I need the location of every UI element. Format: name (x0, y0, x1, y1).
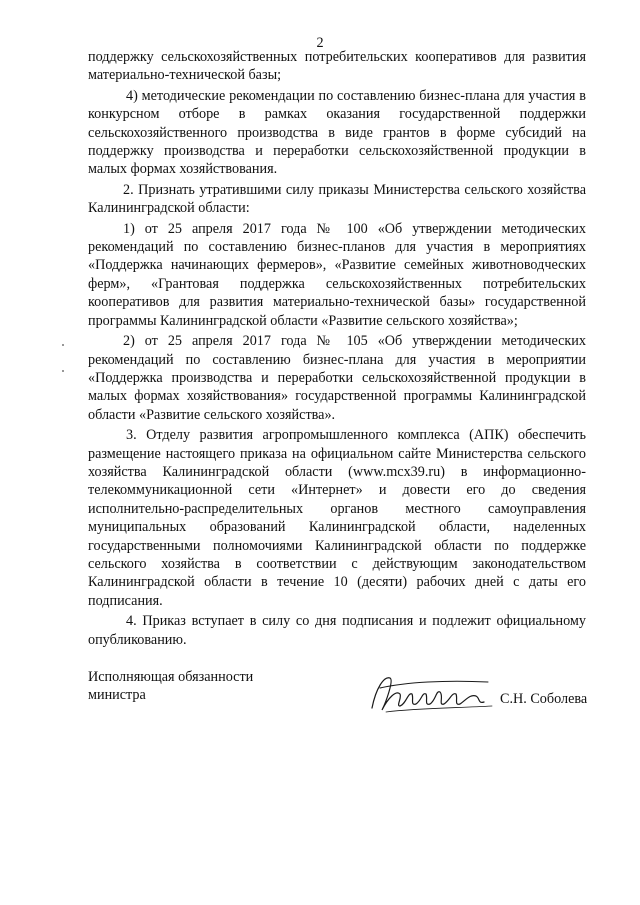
handwritten-signature (366, 668, 494, 720)
paragraph-point-4: 4. Приказ вступает в силу со дня подписания и подлежит официальному опубликованию. (88, 613, 586, 648)
paragraph-subitem-1: 1) от 25 апреля 2017 года № 100 «Об утверждении методических рекомендаций по составлению бизнес-планов для участия в мероприятиях «Поддержка начинающих фермеров», «Развитие семейных животноводческих ферм», «Грантовая поддержка сельскохозяйственных потребительских кооперативов для развития материально-технической базы» государственной программы Калининградской области «Развитие сельского хозяйства»; (88, 220, 586, 329)
signatory-name: С.Н. Соболева (500, 691, 588, 707)
paragraph-continuation: поддержку сельскохозяйственных потребительских кооперативов для развития материально-технической базы; (88, 49, 586, 84)
paragraph-item-4: 4) методические рекомендации по составлению бизнес-плана для участия в конкурсном отборе в рамках оказания государственной поддержки сельскохозяйственного производства в виде грантов в форме субсидий на поддержку производства и переработки сельскохозяйственной продукции в малых формах хозяйствования. (88, 87, 586, 178)
paragraph-point-3: 3. Отделу развития агропромышленного комплекса (АПК) обеспечить размещение настоящего приказа на официальном сайте Министерства сельского хозяйства Калининградской области (www.mcx39.ru) в информационно-телекоммуникационной сети «Интернет» и довести его до сведения исполнительно-распределительных органов местного самоуправления муниципальных образований Калининградской области, наделенных государственными полномочиями Калининградской области по поддержке сельского хозяйства в соответствии с действующим законодательством Калининградской области в течение 10 (десяти) рабочих дней с даты его подписания. (88, 427, 586, 609)
signatory-title-line1: Исполняющая обязанности (88, 669, 254, 685)
page-number: 2 (316, 35, 324, 51)
document-body (88, 48, 586, 651)
scan-speck (62, 344, 64, 346)
paragraph-subitem-2: 2) от 25 апреля 2017 года № 105 «Об утверждении методических рекомендаций по составлению бизнес-плана для участия в мероприятии «Поддержка производства и переработки сельскохозяйственной продукции в малых формах хозяйствования» государственной программы Калининградской области «Развитие сельского хозяйства». (88, 333, 586, 423)
paragraph-point-2: 2. Признать утратившими силу приказы Министерства сельского хозяйства Калининградской области: (88, 181, 586, 217)
scan-speck (62, 370, 64, 372)
signatory-title-line2: министра (88, 687, 146, 703)
